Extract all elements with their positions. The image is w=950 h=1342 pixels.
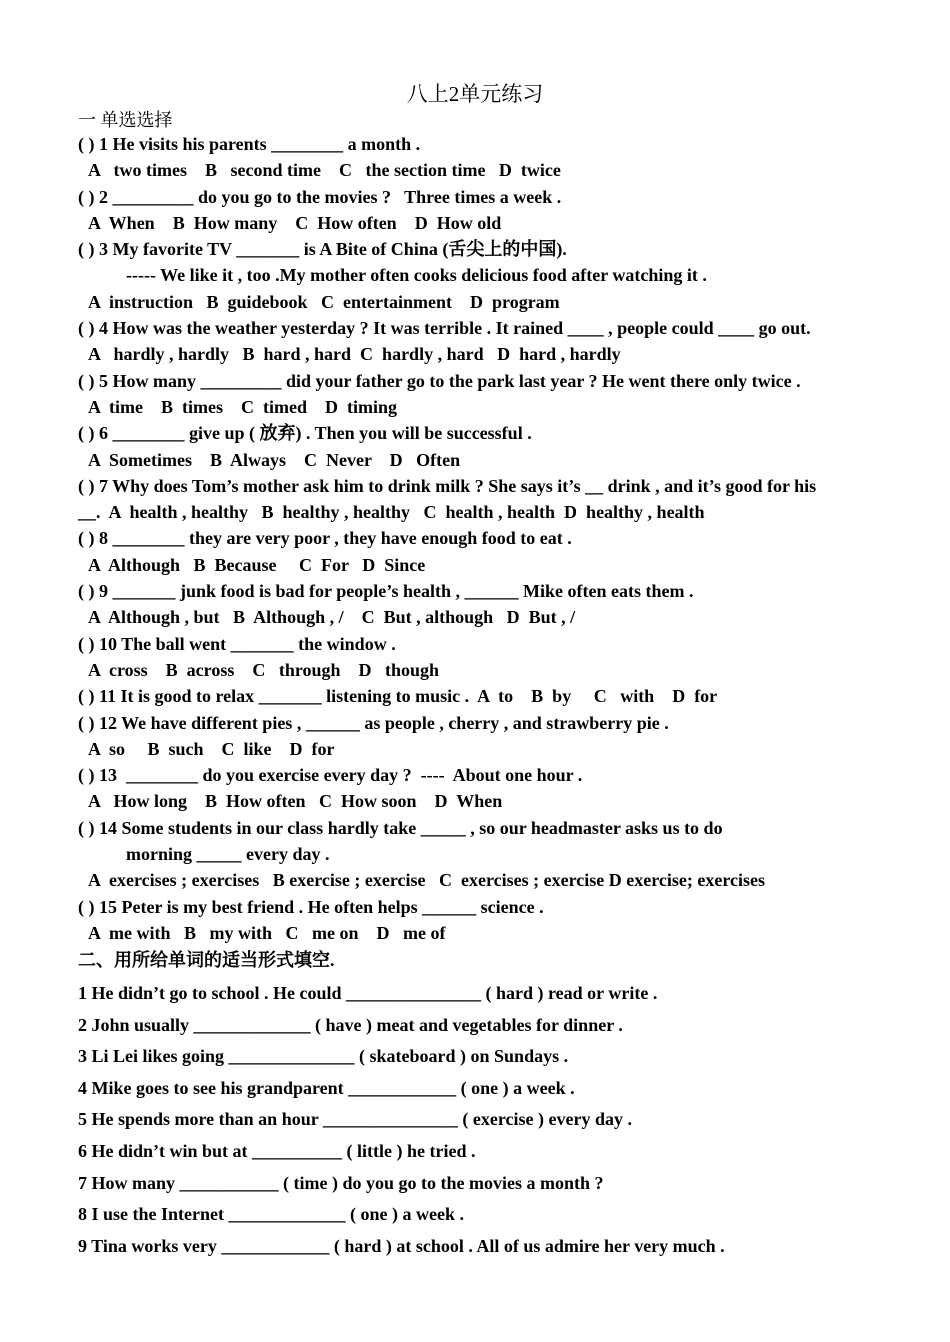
options-line: A exercises ; exercises B exercise ; exercise C exercises ; exercise D exercise; exercises (88, 870, 766, 891)
question-line: ( ) 2 _________ do you go to the movies ? Three times a week . (78, 186, 562, 207)
question-line-continued: morning _____ every day . (126, 844, 330, 865)
options-line: A me with B my with C me on D me of (88, 922, 446, 943)
options-line: A Although , but B Although , / C But , although D But , / (88, 607, 576, 628)
options-line: A time B times C timed D timing (88, 396, 397, 417)
question-line: ( ) 11 It is good to relax _______ listening to music . A to B by C with D for (78, 686, 718, 707)
options-line: A Sometimes B Always C Never D Often (88, 449, 461, 470)
fill-in-item: 8 I use the Internet _____________ ( one ) a week . (78, 1204, 464, 1225)
options-line: A When B How many C How often D How old (88, 212, 502, 233)
options-line: A hardly , hardly B hard , hard C hardly , hard D hard , hardly (88, 344, 621, 365)
question-line: ( ) 7 Why does Tom’s mother ask him to drink milk ? She says it’s __ drink , and it’s good for his (78, 475, 817, 496)
question-line-continued: ----- We like it , too .My mother often cooks delicious food after watching it . (126, 265, 707, 286)
options-line: A How long B How often C How soon D When (88, 791, 503, 812)
question-line: ( ) 14 Some students in our class hardly take _____ , so our headmaster asks us to do (78, 817, 723, 838)
multiple-choice-section (78, 131, 908, 946)
options-line: A Although B Because C For D Since (88, 554, 426, 575)
options-line: A instruction B guidebook C entertainment D program (88, 291, 560, 312)
fill-in-item: 1 He didn’t go to school . He could _______________ ( hard ) read or write . (78, 983, 658, 1003)
question-line: ( ) 6 ________ give up ( 放弃) . Then you will be successful . (78, 423, 532, 444)
question-line: ( ) 10 The ball went _______ the window . (78, 633, 396, 654)
section-title-fill-in: 二、用所给单词的适当形式填空. (78, 950, 335, 970)
question-line: ( ) 5 How many _________ did your father go to the park last year ? He went there only twice . (78, 370, 801, 391)
question-line: ( ) 9 _______ junk food is bad for people’s health , ______ Mike often eats them . (78, 581, 694, 602)
fill-in-item: 9 Tina works very ____________ ( hard ) at school . All of us admire her very much . (78, 1235, 725, 1256)
question-line-continued: __. A health , healthy B healthy , healthy C health , health D healthy , health (78, 502, 705, 523)
question-line: ( ) 15 Peter is my best friend . He often helps ______ science . (78, 896, 544, 917)
options-line: A two times B second time C the section time D twice (88, 160, 561, 181)
question-line: ( ) 1 He visits his parents ________ a month . (78, 134, 421, 154)
fill-in-section (78, 978, 908, 1262)
options-line: A cross B across C through D though (88, 659, 440, 680)
page-title: 八上2单元练习 (406, 82, 544, 106)
fill-in-item: 5 He spends more than an hour _______________ ( exercise ) every day . (78, 1109, 632, 1130)
question-line: ( ) 4 How was the weather yesterday ? It was terrible . It rained ____ , people could ____ go out. (78, 318, 811, 339)
section-title-multiple-choice: 一 单选选择 (78, 110, 173, 130)
question-line: ( ) 8 ________ they are very poor , they have enough food to eat . (78, 528, 572, 549)
question-line: ( ) 12 We have different pies , ______ as people , cherry , and strawberry pie . (78, 712, 669, 733)
options-line: A so B such C like D for (88, 738, 335, 759)
fill-in-item: 3 Li Lei likes going ______________ ( skateboard ) on Sundays . (78, 1046, 569, 1067)
question-line: ( ) 13 ________ do you exercise every day ? ---- About one hour . (78, 765, 583, 786)
fill-in-item: 7 How many ___________ ( time ) do you go to the movies a month ? (78, 1172, 604, 1193)
fill-in-item: 2 John usually _____________ ( have ) meat and vegetables for dinner . (78, 1014, 623, 1035)
question-line: ( ) 3 My favorite TV _______ is A Bite of China (舌尖上的中国). (78, 239, 567, 260)
fill-in-item: 6 He didn’t win but at __________ ( little ) he tried . (78, 1140, 476, 1161)
fill-in-item: 4 Mike goes to see his grandparent ____________ ( one ) a week . (78, 1077, 575, 1098)
